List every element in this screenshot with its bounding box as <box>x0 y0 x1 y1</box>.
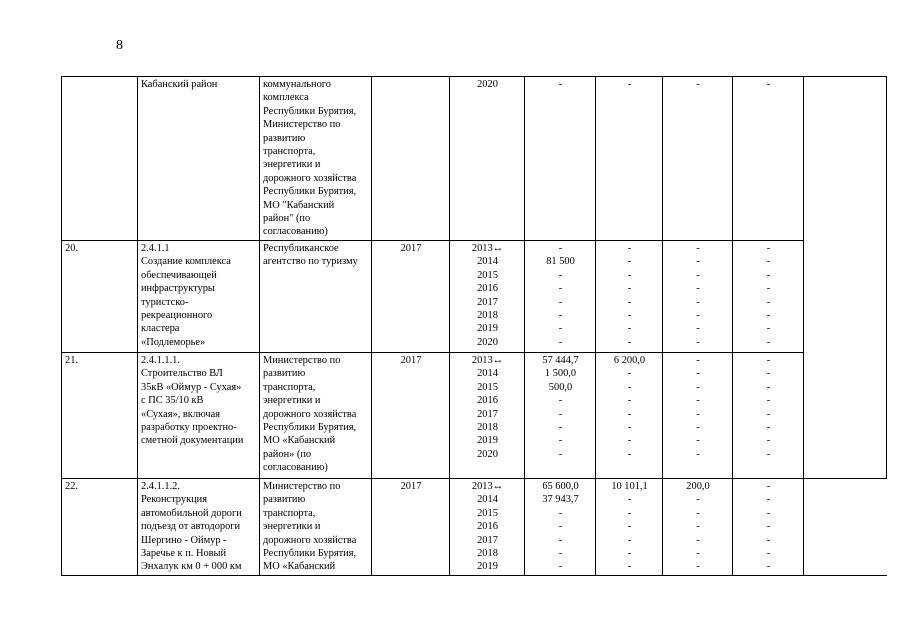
value-col-3-line: - <box>696 242 700 254</box>
value-col-1-line: 1 500,0 <box>544 368 577 380</box>
value-col-1-line: - <box>558 336 563 348</box>
value-col-1-line: - <box>558 521 563 533</box>
years-line: 2014 <box>477 494 498 506</box>
value-col-2-line: - <box>627 336 632 348</box>
table-row <box>62 240 887 352</box>
value-col-4-line: - <box>766 408 771 420</box>
value-col-3-line: - <box>696 421 700 433</box>
value-col-2-line: - <box>627 494 632 506</box>
value-col-3-line: - <box>696 395 700 407</box>
value-col-1-line: - <box>558 283 563 295</box>
value-col-2-line: - <box>627 283 632 295</box>
value-col-2-line: - <box>627 435 632 447</box>
measure-name-line: «Подлеморье» <box>141 336 206 348</box>
value-col-3-line: - <box>696 507 700 519</box>
value-col-4-line: - <box>766 448 771 460</box>
cell-value-col-3 <box>663 478 733 575</box>
value-col-3-line: - <box>696 368 700 380</box>
measure-name-line: туристско- <box>141 296 189 308</box>
years-line: 2015 <box>477 507 498 519</box>
measure-name-line: кластера <box>141 323 180 335</box>
cell-value-col-4 <box>733 240 804 352</box>
cell-value-col-2 <box>596 352 663 478</box>
measure-name-line: 35кВ «Оймур - Сухая» <box>141 381 242 393</box>
cell-value-col-4 <box>733 478 804 575</box>
table-row <box>62 478 887 575</box>
executor-line: транспорта, <box>263 381 316 393</box>
years-line: 2017 <box>477 296 498 308</box>
years-line: 2018 <box>477 421 498 433</box>
value-col-4-line: - <box>766 494 771 506</box>
measure-name-line: автомобильной дороги <box>141 507 242 519</box>
cell-measure-name <box>138 352 260 478</box>
years-line: 2013↔ <box>471 242 504 254</box>
cell-value-col-2 <box>596 240 663 352</box>
value-col-2-line: - <box>627 368 632 380</box>
value-col-4-line: - <box>766 256 771 268</box>
value-col-3-line: - <box>696 521 700 533</box>
executor-line: Республиканское <box>263 242 339 254</box>
value-col-2-line: - <box>627 296 632 308</box>
value-col-3-line: - <box>696 256 700 268</box>
value-col-3-line: - <box>696 79 700 90</box>
executor-line: Министерство по <box>263 354 341 366</box>
row-number-text: 22. <box>65 480 78 492</box>
measure-name-line: Шергино - Оймур - <box>141 534 227 546</box>
years-line: 2018 <box>477 309 498 321</box>
years-line: 2016 <box>477 521 498 533</box>
cell-extra <box>804 352 887 478</box>
executor-line: энергетики и <box>263 521 321 533</box>
value-col-4-line: - <box>766 323 771 335</box>
cell-value-col-1 <box>525 478 596 575</box>
measure-name-line: Энхалук км 0 + 000 км <box>141 561 242 573</box>
years-line: 2019 <box>477 561 498 573</box>
value-col-2-line: - <box>627 534 632 546</box>
cell-value-col-4 <box>733 352 804 478</box>
value-col-4-line: - <box>766 421 771 433</box>
value-col-4-line: - <box>766 395 771 407</box>
executor-line: согласованию) <box>263 226 328 238</box>
years-line: 2013↔ <box>471 354 504 366</box>
value-col-3-line: - <box>696 381 700 393</box>
cell-measure-name <box>138 478 260 575</box>
executor-line: дорожного хозяйства <box>263 408 357 420</box>
cell-row-number <box>62 352 138 478</box>
value-col-1-line: - <box>558 448 563 460</box>
executor-line: МО "Кабанский <box>263 199 335 211</box>
value-col-3-line: - <box>696 283 700 295</box>
executor-line: Республики Бурятия, <box>263 421 357 433</box>
value-col-1-line: 500,0 <box>548 381 573 393</box>
value-col-2-line: - <box>627 561 632 573</box>
cell-executor <box>260 77 372 241</box>
measure-name-line: Заречье к п. Новый <box>141 547 227 559</box>
value-col-1-line: - <box>558 534 563 546</box>
value-col-3-line: - <box>696 269 700 281</box>
executor-line: развитию <box>263 368 306 380</box>
value-col-2-line: - <box>627 421 632 433</box>
cell-extra-empty <box>804 478 887 575</box>
years-line: 2016 <box>477 395 498 407</box>
value-col-1-line: - <box>558 435 563 447</box>
value-col-3-line: - <box>696 435 700 447</box>
executor-line: энергетики и <box>263 159 321 171</box>
measure-name-line: инфраструктуры <box>141 283 215 295</box>
cell-value-col-1 <box>525 240 596 352</box>
cell-period <box>372 77 450 241</box>
value-col-3-line: - <box>696 323 700 335</box>
value-col-1-line: - <box>558 296 563 308</box>
value-col-2-line: - <box>627 242 632 254</box>
value-col-1-line: - <box>558 395 563 407</box>
cell-period <box>372 478 450 575</box>
years-line: 2015 <box>477 381 498 393</box>
value-col-1-line: - <box>558 309 563 321</box>
value-col-4-line: - <box>766 561 771 573</box>
executor-line: развитию <box>263 132 306 144</box>
cell-value-col-3 <box>663 352 733 478</box>
value-col-3-line: - <box>696 448 700 460</box>
value-col-2-line: - <box>627 547 632 559</box>
value-col-4-line: - <box>766 79 771 90</box>
executor-line: Министерство по <box>263 119 341 131</box>
measure-name-line: разработку проектно- <box>141 421 237 433</box>
value-col-2-line: 6 200,0 <box>613 354 646 366</box>
executor-line: район» (по <box>263 448 312 460</box>
value-col-1-line: - <box>558 242 563 254</box>
period-text: 2017 <box>400 242 422 254</box>
executor-line: дорожного хозяйства <box>263 534 357 546</box>
value-col-4-line: - <box>766 283 771 295</box>
years-line: 2017 <box>477 534 498 546</box>
value-col-3-line: - <box>696 494 700 506</box>
value-col-4-line: - <box>766 534 771 546</box>
value-col-2-line: - <box>627 448 632 460</box>
measure-name-line: 2.4.1.1.1. <box>141 354 180 366</box>
value-col-3-line: 200,0 <box>686 480 710 492</box>
executor-line: транспорта, <box>263 507 316 519</box>
years-line: 2013↔ <box>471 480 504 492</box>
measure-name-line: Создание комплекса <box>141 256 231 268</box>
executor-line: комплекса <box>263 92 309 104</box>
value-col-1-line: - <box>558 547 563 559</box>
cell-years <box>450 478 525 575</box>
value-col-3-line: - <box>696 408 700 420</box>
cell-executor <box>260 352 372 478</box>
executor-line: агентство по туризму <box>263 256 358 268</box>
value-col-3-line: - <box>696 354 700 366</box>
value-col-1-line: 81 500 <box>546 256 575 268</box>
cell-measure-name <box>138 77 260 241</box>
measure-name-line: «Сухая», включая <box>141 408 221 420</box>
period-text: 2017 <box>400 354 422 366</box>
measure-name-line: с ПС 35/10 кВ <box>141 395 204 407</box>
value-col-4-line: - <box>766 547 771 559</box>
years-line: 2019 <box>477 323 498 335</box>
cell-years <box>450 240 525 352</box>
row-number-text: 21. <box>65 354 78 366</box>
value-col-2-line: - <box>627 395 632 407</box>
executor-line: Министерство по <box>263 480 341 492</box>
value-col-1-line: - <box>558 323 563 335</box>
executor-line: коммунального <box>263 79 332 90</box>
value-col-4-line: - <box>766 296 771 308</box>
value-col-1-line: 57 444,7 <box>542 354 579 366</box>
measure-name-line: 2.4.1.1.2. <box>141 480 180 492</box>
value-col-2-line: - <box>627 381 632 393</box>
cell-value-col-2 <box>596 478 663 575</box>
value-col-3-line: - <box>696 561 700 573</box>
table-row <box>62 77 887 241</box>
cell-row-number <box>62 240 138 352</box>
value-col-2-line: - <box>627 507 632 519</box>
value-col-4-line: - <box>766 521 771 533</box>
page-number: 8 <box>116 38 123 53</box>
value-col-3-line: - <box>696 547 700 559</box>
value-col-4-line: - <box>766 368 771 380</box>
cell-extra <box>804 77 887 241</box>
executor-line: согласованию) <box>263 462 328 474</box>
cell-row-number <box>62 77 138 241</box>
cell-value-col-3 <box>663 240 733 352</box>
value-col-2-line: - <box>627 521 632 533</box>
value-col-2-line: - <box>627 79 632 90</box>
cell-executor <box>260 478 372 575</box>
years-line: 2020 <box>477 448 498 460</box>
value-col-1-line: - <box>558 421 563 433</box>
years-line: 2016 <box>477 283 498 295</box>
executor-line: транспорта, <box>263 146 316 158</box>
years-line: 2020 <box>477 79 498 90</box>
measure-name-line: Реконструкция <box>141 494 208 506</box>
years-line: 2020 <box>477 336 498 348</box>
years-line: 2017 <box>477 408 498 420</box>
value-col-2-line: - <box>627 408 632 420</box>
cell-value-col-1 <box>525 352 596 478</box>
executor-line: Республики Бурятия, <box>263 186 357 198</box>
cell-period <box>372 352 450 478</box>
measure-name-line: Строительство ВЛ <box>141 368 223 380</box>
value-col-2-line: - <box>627 256 632 268</box>
executor-line: Республики Бурятия, <box>263 105 357 117</box>
measure-name-line: рекреационного <box>141 309 213 321</box>
cell-years <box>450 77 525 241</box>
program-table <box>61 76 887 576</box>
cell-executor <box>260 240 372 352</box>
value-col-2-line: 10 101,1 <box>611 480 648 492</box>
years-line: 2014 <box>477 256 498 268</box>
years-line: 2018 <box>477 547 498 559</box>
years-line: 2019 <box>477 435 498 447</box>
value-col-3-line: - <box>696 309 700 321</box>
value-col-1-line: - <box>558 507 563 519</box>
executor-line: МО «Кабанский <box>263 561 336 573</box>
cell-extra <box>804 240 887 352</box>
value-col-1-line: 37 943,7 <box>542 494 579 506</box>
years-line: 2015 <box>477 269 498 281</box>
executor-line: район" (по <box>263 213 311 225</box>
cell-value-col-1 <box>525 77 596 241</box>
row-number-text: 20. <box>65 242 78 254</box>
executor-line: МО «Кабанский <box>263 435 336 447</box>
cell-years <box>450 352 525 478</box>
table-row <box>62 352 887 478</box>
cell-value-col-2 <box>596 77 663 241</box>
value-col-1-line: - <box>558 79 563 90</box>
value-col-4-line: - <box>766 381 771 393</box>
executor-line: Республики Бурятия, <box>263 547 357 559</box>
period-text: 2017 <box>400 480 422 492</box>
value-col-4-line: - <box>766 480 771 492</box>
value-col-4-line: - <box>766 269 771 281</box>
value-col-4-line: - <box>766 435 771 447</box>
value-col-4-line: - <box>766 354 771 366</box>
value-col-3-line: - <box>696 296 700 308</box>
value-col-4-line: - <box>766 309 771 321</box>
years-line: 2014 <box>477 368 498 380</box>
measure-name-line: обеспечивающей <box>141 269 217 281</box>
cell-measure-name <box>138 240 260 352</box>
executor-line: энергетики и <box>263 395 321 407</box>
cell-value-col-4 <box>733 77 804 241</box>
measure-name-line: подъезд от автодороги <box>141 521 241 533</box>
cell-value-col-3 <box>663 77 733 241</box>
value-col-1-line: - <box>558 561 563 573</box>
value-col-1-line: 65 600,0 <box>542 480 579 492</box>
value-col-4-line: - <box>766 242 771 254</box>
executor-line: развитию <box>263 494 306 506</box>
value-col-2-line: - <box>627 309 632 321</box>
measure-name-line: Кабанский район <box>141 79 218 90</box>
measure-name-line: 2.4.1.1 <box>141 242 170 254</box>
value-col-2-line: - <box>627 323 632 335</box>
value-col-1-line: - <box>558 269 563 281</box>
value-col-2-line: - <box>627 269 632 281</box>
cell-period <box>372 240 450 352</box>
value-col-3-line: - <box>696 534 700 546</box>
value-col-1-line: - <box>558 408 563 420</box>
cell-row-number <box>62 478 138 575</box>
measure-name-line: сметной документации <box>141 435 244 447</box>
value-col-4-line: - <box>766 507 771 519</box>
value-col-3-line: - <box>696 336 700 348</box>
value-col-4-line: - <box>766 336 771 348</box>
executor-line: дорожного хозяйства <box>263 172 357 184</box>
